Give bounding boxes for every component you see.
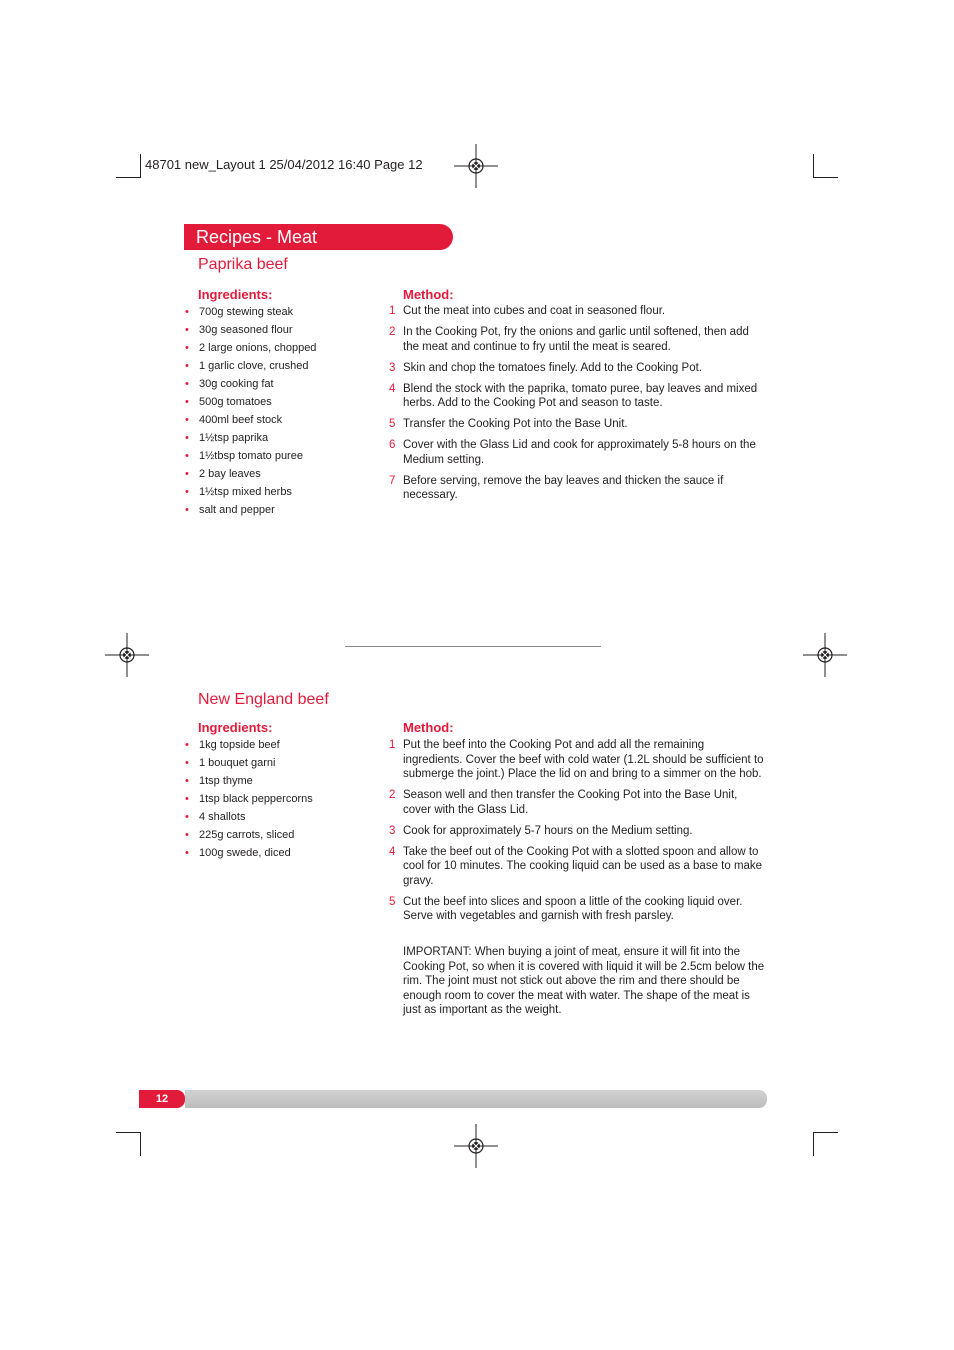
step-text: Season well and then transfer the Cooking Pot into the Base Unit, cover with the Glass Lid. [403,789,738,816]
ingredient-text: 1½tsp paprika [199,432,269,444]
bullet-icon: • [185,360,189,372]
method-step [389,361,765,376]
ingredient-item [185,411,316,429]
registration-mark-icon [454,144,498,188]
step-text: Skin and chop the tomatoes finely. Add to the Cooking Pot. [403,361,702,374]
ingredient-item [185,393,316,411]
method-step [389,824,765,839]
ingredient-item [185,321,316,339]
method-step [389,788,765,817]
ingredient-item [185,772,313,790]
step-number: 5 [389,418,396,430]
method-step [389,417,765,432]
ingredients-list [185,303,316,519]
bullet-icon: • [185,739,189,751]
ingredient-text: 30g cooking fat [199,378,274,390]
print-slug: 48701 new_Layout 1 25/04/2012 16:40 Page 12 [145,157,423,172]
ingredient-text: 1kg topside beef [199,739,280,751]
method-step [389,325,765,354]
method-list [389,304,765,509]
step-number: 7 [389,474,396,487]
ingredient-item [185,339,316,357]
ingredient-item [185,429,316,447]
step-text: Cover with the Glass Lid and cook for approximately 5-8 hours on the Medium setting. [403,439,756,466]
ingredient-text: 1tsp black peppercorns [199,793,313,805]
step-number: 5 [389,895,396,908]
recipe-title: Paprika beef [198,256,288,273]
method-heading: Method: [403,720,454,735]
registration-mark-icon [105,633,149,677]
ingredient-item [185,736,313,754]
ingredient-text: 1 garlic clove, crushed [199,360,309,372]
bullet-icon: • [185,396,189,408]
important-note: IMPORTANT: When buying a joint of meat, ensure it will fit into the Cooking Pot, so when it is covered with liquid it will be 2.5cm below the rim. The joint must not stick out above the rim and there should be enough room to cover the meat with water. The shape of the meat is just as important as the weight. [403,946,765,1016]
ingredient-item [185,754,313,772]
bullet-icon: • [185,793,189,805]
bullet-icon: • [185,775,189,787]
method-heading: Method: [403,287,454,302]
step-text: Before serving, remove the bay leaves and thicken the sauce if necessary. [403,474,724,501]
recipe-title: New England beef [198,691,329,708]
bullet-icon: • [185,811,189,823]
ingredient-item [185,357,316,375]
bullet-icon: • [185,432,189,444]
page-title: Recipes - Meat [196,227,318,247]
step-number: 3 [389,824,396,837]
bullet-icon: • [185,504,189,516]
method-step [389,845,765,889]
ingredient-item [185,808,313,826]
ingredient-item [185,826,313,844]
ingredient-text: 400ml beef stock [199,414,283,426]
step-text: In the Cooking Pot, fry the onions and garlic until softened, then add the meat and continue to fry until the meat is seared. [403,326,749,353]
method-list [389,738,765,930]
ingredient-text: 1½tbsp tomato puree [199,450,303,462]
method-step [389,382,765,411]
bullet-icon: • [185,829,189,841]
step-number: 2 [389,789,396,801]
registration-mark-icon [803,633,847,677]
ingredient-item [185,844,313,862]
bullet-icon: • [185,450,189,462]
step-number: 2 [389,326,396,338]
bullet-icon: • [185,306,189,318]
ingredient-text: 1½tsp mixed herbs [199,486,292,498]
ingredients-list [185,736,313,862]
method-step [389,438,765,467]
step-number: 1 [389,305,396,317]
ingredient-item [185,447,316,465]
bullet-icon: • [185,847,189,859]
step-text: Cook for approximately 5-7 hours on the Medium setting. [403,824,693,837]
ingredient-item [185,501,316,519]
page-number: 12 [139,1090,185,1108]
bullet-icon: • [185,757,189,769]
ingredient-text: 2 bay leaves [199,468,261,480]
ingredient-item [185,303,316,321]
bullet-icon: • [185,342,189,354]
ingredient-item [185,790,313,808]
footer-bar [185,1090,767,1108]
ingredient-item [185,375,316,393]
ingredient-text: 500g tomatoes [199,396,272,408]
ingredient-text: salt and pepper [199,504,275,516]
step-text: Take the beef out of the Cooking Pot with a slotted spoon and allow to cool for 10 minutes. The cooking liquid can be used as a base to make gravy. [403,845,763,887]
method-step [389,738,765,782]
step-number: 3 [389,361,396,374]
step-number: 6 [389,439,396,451]
ingredient-text: 1tsp thyme [199,775,253,787]
ingredient-text: 2 large onions, chopped [199,342,317,354]
step-number: 4 [389,845,396,858]
ingredient-text: 225g carrots, sliced [199,829,295,841]
bullet-icon: • [185,324,189,336]
method-step [389,895,765,924]
bullet-icon: • [185,414,189,426]
step-text: Blend the stock with the paprika, tomato puree, bay leaves and mixed herbs. Add to the Cooking Pot and season to taste. [403,382,758,409]
method-step [389,304,765,319]
ingredient-item [185,483,316,501]
step-number: 1 [389,739,396,751]
step-number: 4 [389,382,396,395]
registration-mark-icon [454,1124,498,1168]
step-text: Cut the beef into slices and spoon a little of the cooking liquid over. Serve with vegetables and garnish with fresh parsley. [403,895,743,922]
bullet-icon: • [185,378,189,390]
step-text: Put the beef into the Cooking Pot and add all the remaining ingredients. Cover the beef with cold water (1.2L should be sufficient to submerge the joint.) Place the lid on and bring to a simmer on the hob. [403,739,764,780]
step-text: Transfer the Cooking Pot into the Base Unit. [403,418,628,430]
method-step [389,474,765,503]
ingredient-text: 4 shallots [199,811,246,823]
ingredient-text: 100g swede, diced [199,847,291,859]
ingredients-heading: Ingredients: [198,720,273,735]
bullet-icon: • [185,486,189,498]
ingredient-text: 30g seasoned flour [199,324,293,336]
section-divider [345,646,601,647]
step-text: Cut the meat into cubes and coat in seasoned flour. [403,305,666,317]
ingredient-text: 1 bouquet garni [199,757,276,769]
ingredients-heading: Ingredients: [198,287,273,302]
bullet-icon: • [185,468,189,480]
ingredient-text: 700g stewing steak [199,306,294,318]
ingredient-item [185,465,316,483]
